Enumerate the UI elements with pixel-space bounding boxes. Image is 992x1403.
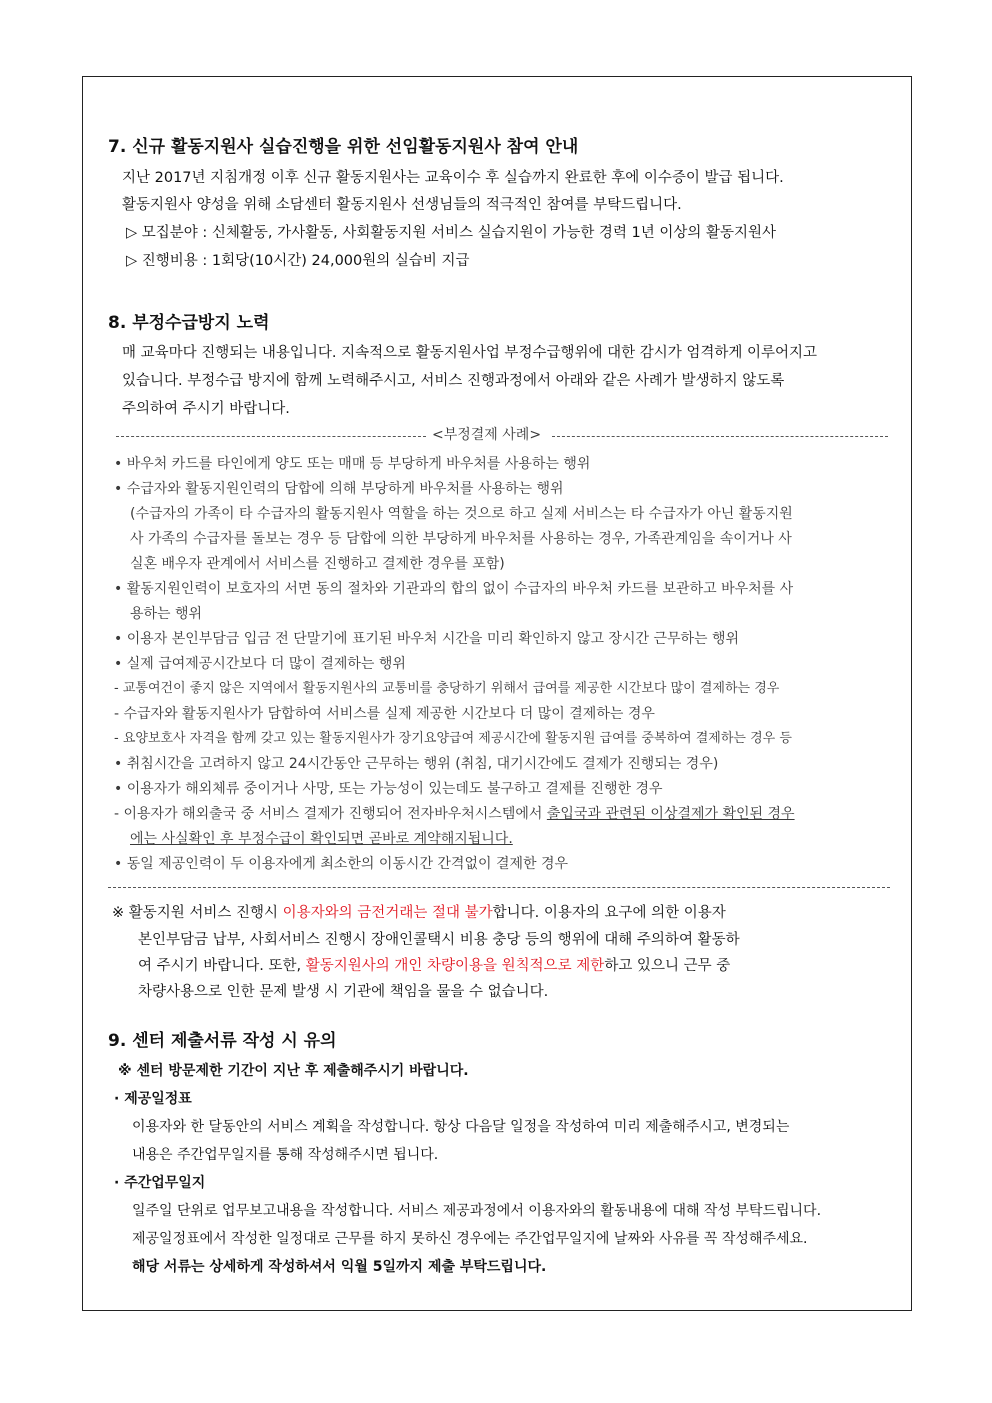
- section-8-para: 있습니다. 부정수급 방지에 함께 노력해주시고, 서비스 진행과정에서 아래와 같은 사례가 발생하지 않도록: [122, 373, 785, 389]
- section-7-title: 7. 신규 활동지원사 실습진행을 위한 선임활동지원사 참여 안내: [108, 137, 579, 157]
- case-item: 용하는 행위: [130, 606, 203, 622]
- notice-line: 차량사용으로 인한 문제 발생 시 기관에 책임을 물을 수 없습니다.: [138, 984, 549, 1000]
- case-item: • 바우처 카드를 타인에게 양도 또는 매매 등 부당하게 바우처를 사용하는 행위: [114, 456, 591, 472]
- case-item: • 동일 제공인력이 두 이용자에게 최소한의 이동시간 간격없이 결제한 경우: [114, 856, 569, 872]
- notice-text: 여 주시기 바랍니다. 또한,: [138, 958, 306, 974]
- dashed-divider: [108, 887, 890, 888]
- case-box-title: <부정결제 사례>: [432, 427, 542, 443]
- case-item: • 취침시간을 고려하지 않고 24시간동안 근무하는 행위 (취침, 대기시간에도 결제가 진행되는 경우): [114, 756, 719, 772]
- notice-line: [112, 903, 726, 923]
- case-item: - 교통여건이 좋지 않은 지역에서 활동지원사의 교통비를 충당하기 위해서 급여를 제공한 시간보다 많이 결제하는 경우: [114, 681, 780, 696]
- notice-emphasis-vehicle: 활동지원사의 개인 차량이용을 원칙적으로 제한: [305, 958, 605, 974]
- case-item: 사 가족의 수급자를 돌보는 경우 등 담합에 의한 부당하게 바우처를 사용하는 경우, 가족관계임을 속이거나 사: [130, 531, 792, 547]
- case-item-text: - 이용자가 해외출국 중 서비스 결제가 진행되어 전자바우처시스템에서: [114, 806, 547, 822]
- notice-text: 합니다. 이용자의 요구에 의한 이용자: [492, 905, 726, 921]
- case-item-underlined: 에는 사실확인 후 부정수급이 확인되면 곧바로 계약해지됩니다.: [130, 831, 513, 847]
- notice-text: ※ 활동지원 서비스 진행시: [112, 905, 283, 921]
- section-9-title: 9. 센터 제출서류 작성 시 유의: [108, 1031, 337, 1051]
- notice-text: 하고 있으니 근무 중: [604, 958, 731, 974]
- case-item: • 활동지원인력이 보호자의 서면 동의 절차와 기관과의 합의 없이 수급자의 바우처 카드를 보관하고 바우처를 사: [114, 581, 794, 597]
- case-item: - 요양보호사 자격을 함께 갖고 있는 활동지원사가 장기요양급여 제공시간에 활동지원 급여를 중복하여 결제하는 경우 등: [114, 731, 792, 746]
- case-item: 실혼 배우자 관계에서 서비스를 진행하고 결제한 경우를 포함): [130, 556, 505, 572]
- section-7-para: 지난 2017년 지침개정 이후 신규 활동지원사는 교육이수 후 실습까지 완료한 후에 이수증이 발급 됩니다.: [122, 170, 784, 186]
- notice-line: [138, 956, 730, 976]
- doc-item-text: 일주일 단위로 업무보고내용을 작성합니다. 서비스 제공과정에서 이용자와의 활동내용에 대해 작성 부탁드립니다.: [132, 1203, 822, 1219]
- dashed-divider: [116, 436, 426, 437]
- doc-item-title: · 제공일정표: [114, 1091, 192, 1107]
- doc-item-text: 내용은 주간업무일지를 통해 작성해주시면 됩니다.: [132, 1147, 439, 1163]
- notice-emphasis-money: 이용자와의 금전거래는 절대 불가: [282, 905, 493, 921]
- section-7-para: 활동지원사 양성을 위해 소담센터 활동지원사 선생님들의 적극적인 참여를 부탁드립니다.: [122, 197, 682, 213]
- section-7-bullet-recruit: ▷ 모집분야 : 신체활동, 가사활동, 사회활동지원 서비스 실습지원이 가능한 경력 1년 이상의 활동지원사: [126, 225, 777, 241]
- section-8-title: 8. 부정수급방지 노력: [108, 313, 270, 333]
- doc-item-deadline: 해당 서류는 상세하게 작성하셔서 익월 5일까지 제출 부탁드립니다.: [132, 1259, 547, 1275]
- case-item: • 실제 급여제공시간보다 더 많이 결제하는 행위: [114, 656, 406, 672]
- doc-item-text: 제공일정표에서 작성한 일정대로 근무를 하지 못하신 경우에는 주간업무일지에 날짜와 사유를 꼭 작성해주세요.: [132, 1231, 808, 1247]
- case-item-underlined: 출입국과 관련된 이상결제가 확인된 경우: [546, 806, 795, 822]
- section-7-bullet-cost: ▷ 진행비용 : 1회당(10시간) 24,000원의 실습비 지급: [126, 253, 470, 269]
- case-item: • 이용자가 해외체류 중이거나 사망, 또는 가능성이 있는데도 불구하고 결제를 진행한 경우: [114, 781, 663, 797]
- notice-line: 본인부담금 납부, 사회서비스 진행시 장애인콜택시 비용 충당 등의 행위에 대해 주의하여 활동하: [138, 932, 740, 948]
- case-item: • 수급자와 활동지원인력의 담합에 의해 부당하게 바우처를 사용하는 행위: [114, 481, 564, 497]
- doc-item-title: · 주간업무일지: [114, 1175, 206, 1191]
- case-item: [114, 804, 795, 824]
- section-8-para: 매 교육마다 진행되는 내용입니다. 지속적으로 활동지원사업 부정수급행위에 대한 감시가 엄격하게 이루어지고: [122, 345, 818, 361]
- dashed-divider: [552, 436, 888, 437]
- case-item: - 수급자와 활동지원사가 담합하여 서비스를 실제 제공한 시간보다 더 많이 결제하는 경우: [114, 706, 655, 722]
- case-item: • 이용자 본인부담금 입금 전 단말기에 표기된 바우처 시간을 미리 확인하지 않고 장시간 근무하는 행위: [114, 631, 740, 647]
- section-9-note: ※ 센터 방문제한 기간이 지난 후 제출해주시기 바랍니다.: [118, 1063, 469, 1079]
- doc-item-text: 이용자와 한 달동안의 서비스 계획을 작성합니다. 항상 다음달 일정을 작성하여 미리 제출해주시고, 변경되는: [132, 1119, 790, 1135]
- case-item: (수급자의 가족이 타 수급자의 활동지원사 역할을 하는 것으로 하고 실제 서비스는 타 수급자가 아닌 활동지원: [130, 506, 793, 522]
- section-8-para: 주의하여 주시기 바랍니다.: [122, 401, 290, 417]
